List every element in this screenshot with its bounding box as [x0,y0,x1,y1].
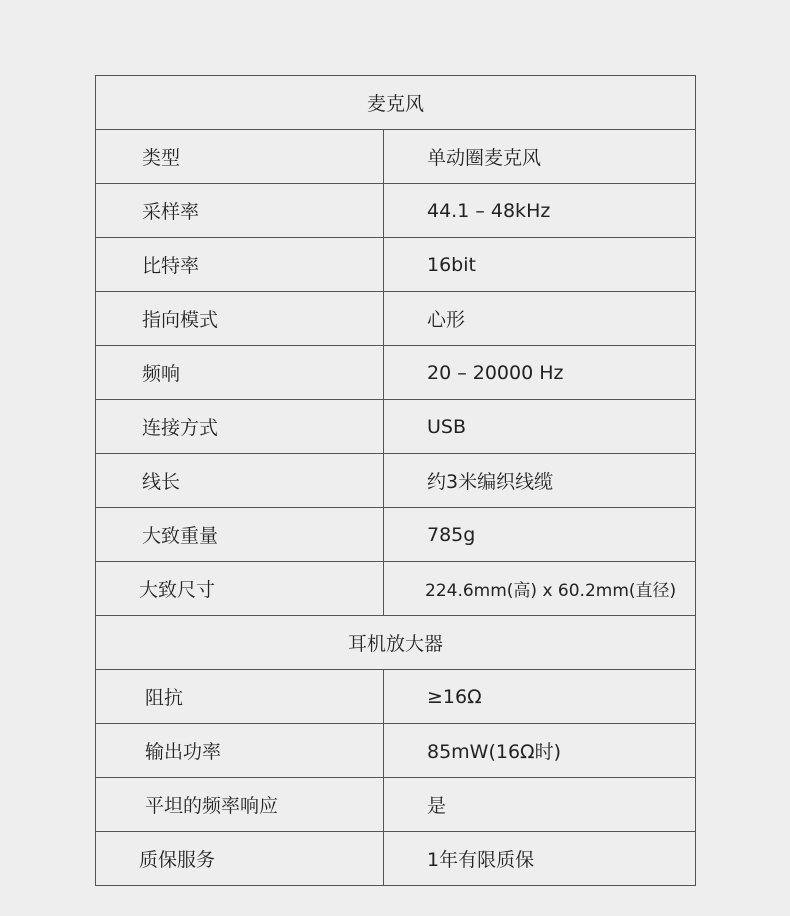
spec-label: 指向模式 [96,292,384,346]
spec-value: ≥16Ω [384,670,696,724]
spec-table [95,75,696,886]
spec-label: 频响 [96,346,384,400]
table-row [96,292,696,346]
table-row [96,562,696,616]
table-row [96,670,696,724]
section-title: 麦克风 [96,76,696,130]
table-row [96,130,696,184]
spec-label: 质保服务 [96,832,384,886]
table-row [96,508,696,562]
spec-value: 单动圈麦克风 [384,130,696,184]
spec-value: 心形 [384,292,696,346]
spec-label: 采样率 [96,184,384,238]
table-row [96,778,696,832]
spec-label: 比特率 [96,238,384,292]
spec-value: 44.1 – 48kHz [384,184,696,238]
spec-label: 阻抗 [96,670,384,724]
spec-label: 大致尺寸 [96,562,384,616]
section-title: 耳机放大器 [96,616,696,670]
table-row [96,400,696,454]
table-row [96,184,696,238]
spec-value: 约3米编织线缆 [384,454,696,508]
spec-value: USB [384,400,696,454]
spec-label: 线长 [96,454,384,508]
spec-label: 输出功率 [96,724,384,778]
spec-value: 85mW(16Ω时) [384,724,696,778]
spec-label: 大致重量 [96,508,384,562]
spec-label: 连接方式 [96,400,384,454]
spec-value: 16bit [384,238,696,292]
spec-value: 224.6mm(高) x 60.2mm(直径) [384,562,696,616]
spec-value: 1年有限质保 [384,832,696,886]
table-row [96,832,696,886]
table-row [96,238,696,292]
section-header-microphone [96,76,696,130]
spec-value: 是 [384,778,696,832]
spec-value: 785g [384,508,696,562]
table-row [96,346,696,400]
spec-value: 20 – 20000 Hz [384,346,696,400]
table-row [96,454,696,508]
spec-label: 平坦的频率响应 [96,778,384,832]
spec-label: 类型 [96,130,384,184]
section-header-headphone-amp [96,616,696,670]
table-row [96,724,696,778]
